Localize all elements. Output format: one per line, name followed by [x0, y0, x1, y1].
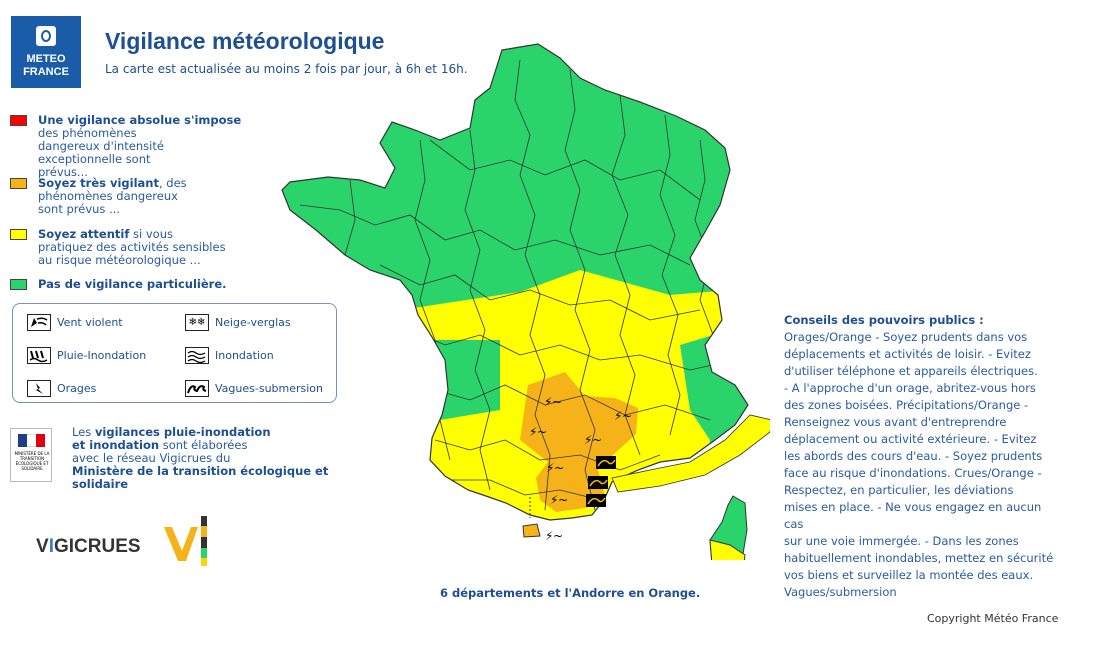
snow-label: Neige-verglas	[215, 316, 291, 329]
svg-text:⚡: ⚡	[544, 395, 553, 409]
legend-red-text: des phénomènes dangereux d'intensité exceptionnelle sont prévus...	[38, 126, 164, 179]
legend-orange-text: , des phénomènes dangereux sont prévus ...	[38, 176, 187, 216]
svg-text:⚡: ⚡	[550, 493, 559, 507]
public-authority-advice	[784, 312, 1064, 601]
legend-yellow-title: Soyez attentif	[38, 227, 130, 241]
ministry-text-5: avec le réseau Vigicrues du	[72, 451, 231, 465]
ministry-text-1: Les	[72, 425, 95, 439]
svg-text:~: ~	[537, 425, 548, 439]
advice-line: Vagues/submersion	[784, 585, 897, 599]
vigicrues-logo-accent: I	[48, 536, 54, 557]
storm-icon	[27, 380, 51, 397]
advice-line: déplacement ou activité extérieure. - Evitez	[784, 432, 1037, 446]
vigicrues-logo[interactable]	[36, 536, 141, 558]
svg-text:~: ~	[552, 395, 563, 409]
svg-text:⚡: ⚡	[584, 433, 593, 447]
svg-text:~: ~	[554, 461, 565, 475]
wind-label: Vent violent	[57, 316, 123, 329]
advice-line: les abords des cours d'eau. - Soyez prudents	[784, 449, 1043, 463]
orange-summary: 6 départements et l'Andorre en Orange.	[440, 586, 701, 600]
vigilance-vi-logo-icon[interactable]	[160, 513, 220, 573]
legend-item-orange	[10, 177, 260, 219]
ministry-text-3: et inondation	[72, 438, 160, 452]
advice-line: - A l'approche d'un orage, abritez-vous hors	[784, 381, 1036, 395]
ministry-logo-caption: MINISTÈRE DE LA TRANSITION ÉCOLOGIQUE ET SOLIDAIRE	[14, 451, 50, 471]
meteo-france-logo[interactable]	[11, 16, 81, 88]
legend-orange-title: Soyez très vigilant	[38, 176, 159, 190]
svg-text:~: ~	[592, 433, 603, 447]
waves-label: Vagues-submersion	[215, 382, 324, 395]
ministry-text-2: vigilances pluie-inondation	[94, 425, 271, 439]
green-swatch	[10, 279, 27, 290]
ministry-text-6: Ministère de la transition écologique et solidaire	[72, 464, 329, 491]
wave-submersion-icon	[185, 380, 209, 397]
copyright: Copyright Météo France	[927, 612, 1059, 625]
legend-item-red	[10, 113, 260, 179]
ministry-text-4: sont élaborées	[159, 438, 248, 452]
french-flag-icon	[18, 434, 44, 447]
advice-line: Orages/Orange - Soyez prudents dans vos	[784, 330, 1028, 344]
snow-ice-icon: ❄❄	[185, 314, 209, 331]
logo-mark-icon	[36, 26, 56, 46]
svg-text:⚡: ⚡	[529, 425, 538, 439]
orange-swatch	[10, 178, 27, 189]
ministry-logo	[10, 428, 52, 482]
yellow-swatch	[10, 229, 27, 240]
svg-text:⚡: ⚡	[546, 461, 555, 475]
svg-text:~: ~	[622, 409, 633, 423]
svg-text:~: ~	[558, 493, 569, 507]
rain-flood-icon	[27, 347, 51, 364]
red-swatch	[10, 115, 27, 126]
advice-line: d'utiliser téléphone et appareils électriques.	[784, 364, 1038, 378]
flood-icon	[185, 347, 209, 364]
france-vigilance-map[interactable]	[270, 40, 770, 560]
advice-line: mises en place. - Ne vous engagez en aucun cas	[784, 500, 1042, 531]
storm-label: Orages	[57, 382, 97, 395]
svg-text:⚡: ⚡	[545, 529, 554, 543]
svg-text:~: ~	[553, 529, 564, 543]
flood-label: Inondation	[215, 349, 274, 362]
page-subtitle: La carte est actualisée au moins 2 fois par jour, à 6h et 16h.	[105, 62, 468, 76]
wind-icon	[27, 314, 51, 331]
vigicrues-logo-part2: GICRUES	[53, 536, 141, 557]
logo-text-line2: FRANCE	[23, 66, 69, 78]
advice-line: habituellement inondables, mettez en sécurité	[784, 551, 1054, 565]
page-title: Vigilance météorologique	[105, 28, 385, 54]
legend-item-green	[10, 278, 260, 294]
advice-line: sur une voie immergée. - Dans les zones	[784, 534, 1019, 548]
legend-yellow-text: si vous pratiquez des activités sensibles au risque météorologique ...	[38, 227, 226, 267]
advice-line: des zones boisées. Précipitations/Orange -	[784, 398, 1029, 412]
rain-flood-label: Pluie-Inondation	[57, 349, 147, 362]
advice-line: face au risque d'inondations. Crues/Orange -	[784, 466, 1042, 480]
advice-heading: Conseils des pouvoirs publics :	[784, 313, 984, 327]
legend-item-yellow	[10, 228, 260, 270]
advice-line: vos biens et surveillez la montée des eaux.	[784, 568, 1034, 582]
legend-green-title: Pas de vigilance particulière.	[38, 277, 227, 291]
legend-red-title: Une vigilance absolue s'impose	[38, 113, 242, 127]
svg-text:⚡: ⚡	[614, 409, 623, 423]
advice-line: Respectez, en particulier, les déviations	[784, 483, 1014, 497]
logo-text-line1: METEO	[26, 53, 66, 65]
advice-line: déplacements et activités de loisir. - Evitez	[784, 347, 1031, 361]
advice-line: Renseignez vous avant d'entreprendre	[784, 415, 1007, 429]
vigicrues-logo-part1: V	[36, 536, 49, 557]
